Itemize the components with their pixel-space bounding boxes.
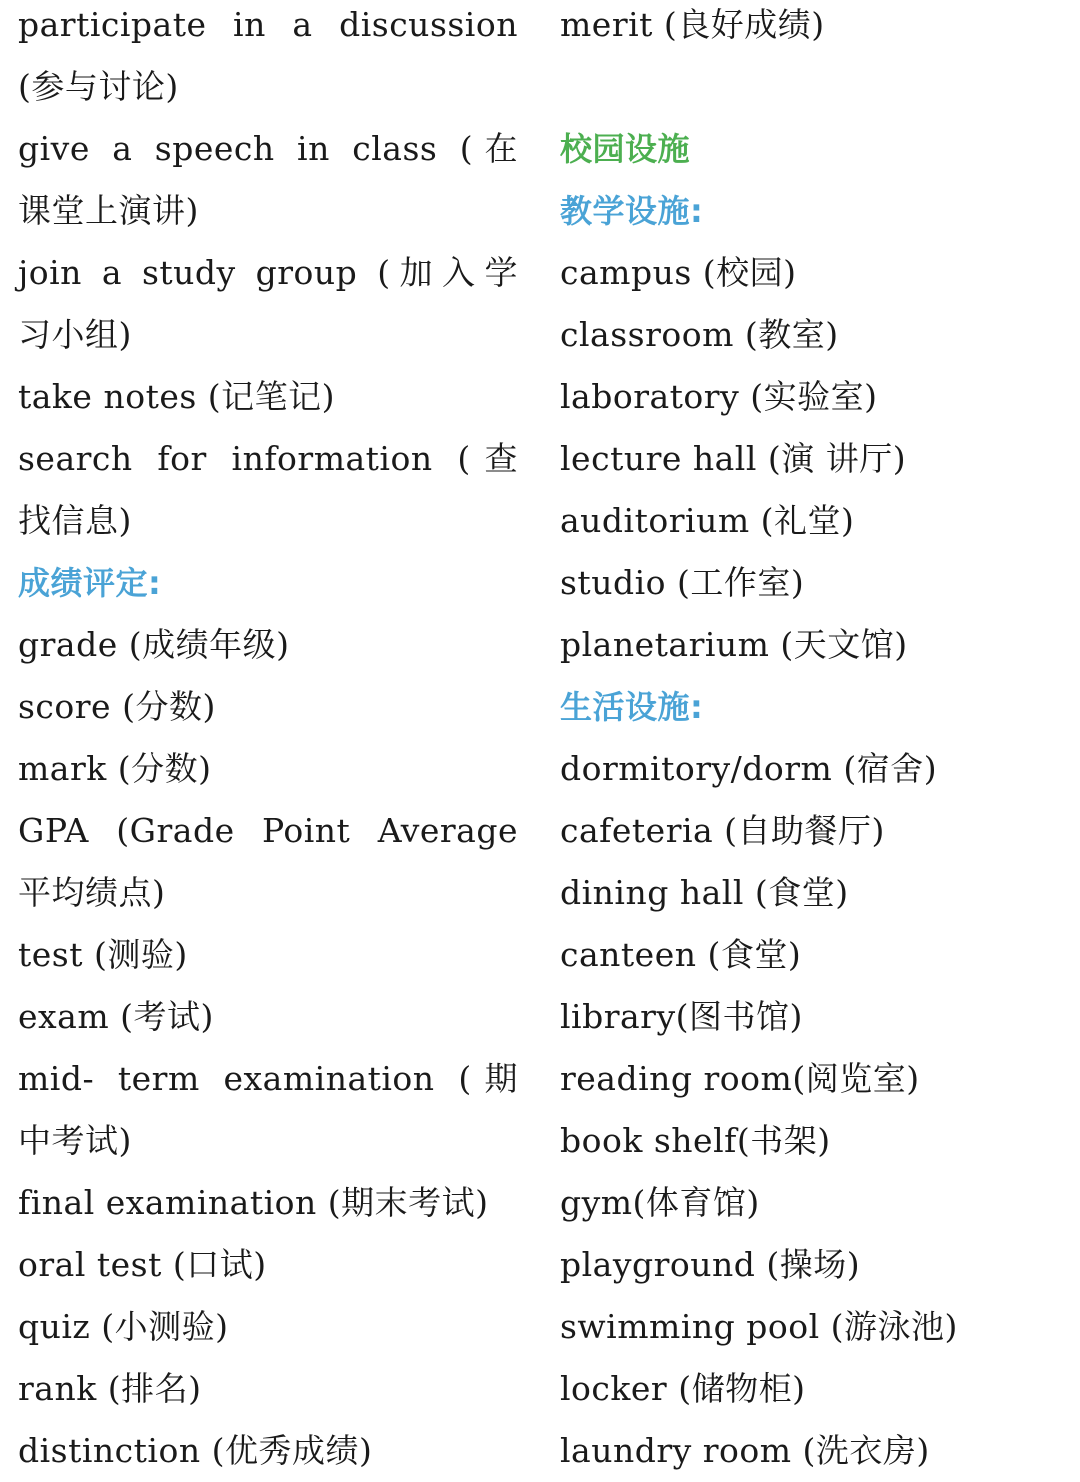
vocab-line: grade (成绩年级) [18,625,290,664]
vocab-line: lecture hall (演 讲厅) [560,439,907,478]
section-title-campus-facilities: 校园设施 [560,130,691,168]
vocab-line: search for information (查 [18,439,518,478]
vocab-line: quiz (小测验) [18,1307,229,1346]
vocab-line: playground (操场) [560,1245,861,1284]
vocab-line: classroom (教室) [560,315,839,354]
vocab-line: oral test (口试) [18,1245,267,1284]
vocab-line: final examination (期末考试) [18,1183,489,1222]
vocab-line: distinction (优秀成绩) [18,1431,373,1470]
vocab-line: campus (校园) [560,253,797,292]
vocab-line: dining hall (食堂) [560,873,849,912]
vocab-line: 中考试) [18,1121,132,1160]
vocab-line: GPA (Grade Point Average [18,811,518,850]
right-column [560,0,1070,1482]
vocab-line: studio (工作室) [560,563,805,602]
vocab-line: give a speech in class (在 [18,129,518,168]
vocab-line: 找信息) [18,501,132,540]
vocab-line: auditorium (礼堂) [560,501,855,540]
category-heading-living-facilities: 生活设施: [560,688,704,726]
vocab-line: reading room(阅览室) [560,1059,920,1098]
blank-line [560,56,1070,118]
vocab-line: cafeteria (自助餐厅) [560,811,885,850]
vocab-line: participate in a discussion [18,5,518,44]
vocab-line: join a study group (加入学 [18,253,518,292]
vocab-line: 课堂上演讲) [18,191,199,230]
category-heading-grading: 成绩评定: [18,564,162,602]
vocab-line: 平均绩点) [18,873,166,912]
vocab-line: locker (储物柜) [560,1369,806,1408]
vocab-line: rank (排名) [18,1369,202,1408]
vocab-line: (参与讨论) [18,67,179,106]
vocab-line: canteen (食堂) [560,935,802,974]
vocab-line: book shelf(书架) [560,1121,831,1160]
vocab-line: dormitory/dorm (宿舍) [560,749,938,788]
vocab-line: mid- term examination (期 [18,1059,518,1098]
vocab-line: library(图书馆) [560,997,803,1036]
vocab-line: merit (良好成绩) [560,5,825,44]
vocab-line: mark (分数) [18,749,212,788]
vocab-line: gym(体育馆) [560,1183,760,1222]
vocab-line: take notes (记笔记) [18,377,336,416]
left-column [18,0,518,1482]
vocab-line: 习小组) [18,315,132,354]
vocab-line: laundry room (洗衣房) [560,1431,930,1470]
vocab-line: test (测验) [18,935,188,974]
vocab-line: swimming pool (游泳池) [560,1307,958,1346]
vocab-line: laboratory (实验室) [560,377,878,416]
category-heading-teaching-facilities: 教学设施: [560,192,704,230]
vocab-line: planetarium (天文馆) [560,625,908,664]
vocab-line: exam (考试) [18,997,214,1036]
vocab-line: score (分数) [18,687,216,726]
